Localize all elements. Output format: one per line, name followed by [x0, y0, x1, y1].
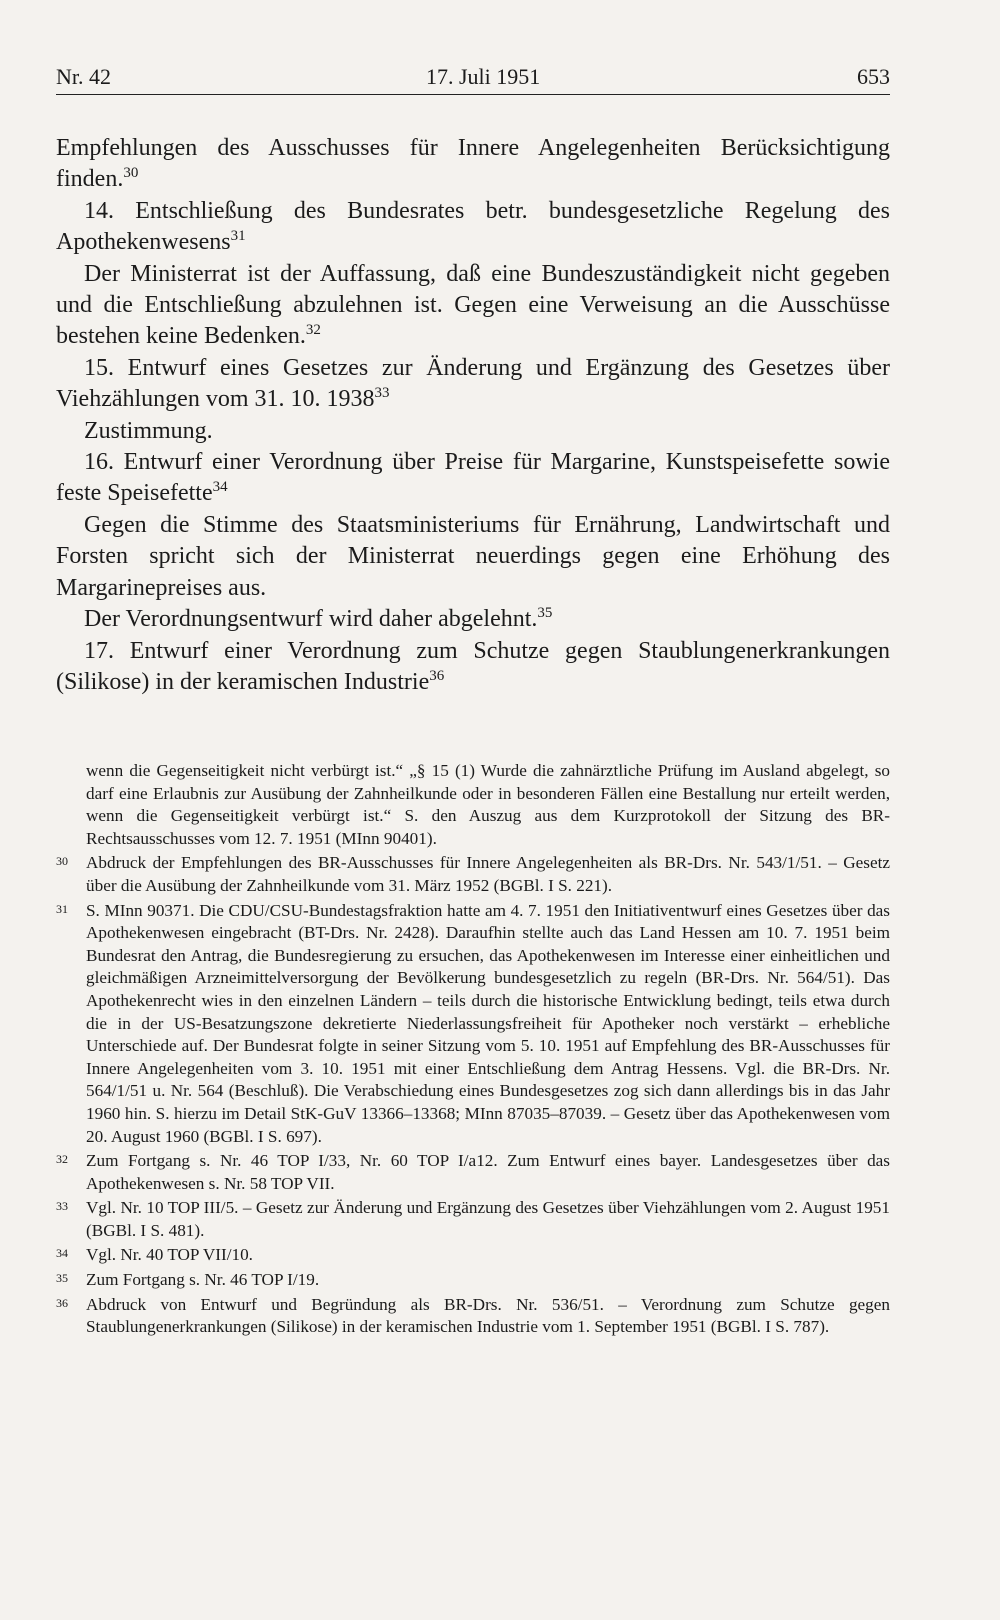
agenda-item-16: 16. Entwurf einer Verordnung über Preise für Margarine, Kunstspeisefette sowie feste Speisefette$^{34}$	[56, 449, 890, 507]
footnote: 34 Vgl. Nr. 40 TOP VII/10.	[56, 1244, 890, 1267]
page-number: 653	[857, 64, 890, 89]
main-text	[56, 133, 890, 698]
footnote-ref: 32	[305, 322, 321, 339]
footnote-number: 31	[56, 901, 68, 916]
footnote-number: 30	[56, 854, 68, 869]
agenda-item-14: 14. Entschließung des Bundesrates betr. bundesgesetzliche Regelung des Apothekenwesens$^{31}$	[56, 197, 890, 256]
paragraph: Der Ministerrat ist der Auffassung, daß eine Bundeszuständigkeit nicht gegeben und die Entschließung abzulehnen ist. Gegen eine Verweisung an die Ausschüsse bestehen keine Bedenken.$^{32}$	[56, 260, 890, 350]
footnote-number: 35	[56, 1271, 68, 1286]
footnote-ref: 31	[230, 228, 246, 245]
footnote-ref: 33	[374, 385, 390, 402]
footnote-number: 32	[56, 1152, 68, 1167]
running-header	[56, 64, 890, 95]
paragraph: Empfehlungen des Ausschusses für Innere Angelegenheiten Berücksichtigung finden.$^{30}$	[56, 135, 890, 193]
issue-number: Nr. 42	[56, 64, 111, 89]
footnote: 32 Zum Fortgang s. Nr. 46 TOP I/33, Nr. 60 TOP I/a12. Zum Entwurf eines bayer. Landesgesetzes über das Apothekenwesen s. Nr. 58 TOP VII.	[56, 1150, 890, 1195]
issue-date: 17. Juli 1951	[426, 64, 541, 89]
footnote: 35 Zum Fortgang s. Nr. 46 TOP I/19.	[56, 1269, 890, 1292]
footnote-continuation: wenn die Gegenseitigkeit nicht verbürgt ist.“ „§ 15 (1) Wurde die zahnärztliche Prüfung im Ausland abgelegt, so darf eine Erlaubnis zur Ausübung der Zahnheilkunde oder in besonderen Fällen eine Bestallung nur erteilt werden, wenn die Gegenseitigkeit verbürgt ist.“ S. den Auszug aus dem Kurzprotokoll der Sitzung des BR-Rechtsausschusses vom 12. 7. 1951 (MInn 90401).	[86, 761, 890, 848]
footnote: 36 Abdruck von Entwurf und Begründung als BR-Drs. Nr. 536/51. – Verordnung zum Schutze gegen Staublungenerkrankungen (Silikose) in der keramischen Industrie vom 1. September 1951 (BGBl. I S. 787).	[56, 1294, 890, 1339]
footnote-number: 34	[56, 1246, 68, 1261]
footnotes	[56, 760, 890, 1341]
footnote-ref: 35	[537, 605, 553, 622]
footnote: 31 S. MInn 90371. Die CDU/CSU-Bundestagsfraktion hatte am 4. 7. 1951 den Initiativentwurf eines Gesetzes über das Apothekenwesen eingebracht (BT-Drs. Nr. 2428). Daraufhin stellte auch das Land Hessen am 10. 7. 1951 beim Bundesrat den Antrag, die Bundesregierung zu ersuchen, das Apothekenwesen im Interesse einer einheitlichen und gleichmäßigen Arzneimittelversorgung der Bevölkerung bundesgesetzlich zu regeln (BR-Drs. Nr. 564/51). Das Apothekenrecht wies in den einzelnen Ländern – teils durch die historische Entwicklung bedingt, teils etwa durch die in der US-Besatzungszone dekretierte Niederlassungsfreiheit für Apotheker noch verstärkt – erhebliche Unterschiede auf. Der Bundesrat folgte in seiner Sitzung vom 5. 10. 1951 auf Empfehlung des BR-Ausschusses für Innere Angelegenheiten vom 3. 10. 1951 mit einer Entschließung dem Antrag Hessens. Vgl. die BR-Drs. Nr. 564/1/51 u. Nr. 564 (Beschluß). Die Verabschiedung eines Bundesgesetzes zog sich dann allerdings bis in das Jahr 1960 hin. S. hierzu im Detail StK-GuV 13366–13368; MInn 87035–87039. – Gesetz über das Apothekenwesen vom 20. August 1960 (BGBl. I S. 697).	[56, 900, 890, 1149]
paragraph: Gegen die Stimme des Staatsministeriums für Ernährung, Landwirtschaft und Forsten spricht sich der Ministerrat neuerdings gegen eine Erhöhung des Margarinepreises aus.	[56, 511, 890, 601]
agenda-item-17: 17. Entwurf einer Verordnung zum Schutze gegen Staublungenerkrankungen (Silikose) in der keramischen Industrie$^{36}$	[56, 637, 890, 695]
footnote-ref: 30	[123, 165, 139, 182]
footnote-number: 36	[56, 1295, 68, 1310]
footnote: 30 Abdruck der Empfehlungen des BR-Ausschusses für Innere Angelegenheiten als BR-Drs. Nr. 543/1/51. – Gesetz über die Ausübung der Zahnheilkunde vom 31. März 1952 (BGBl. I S. 221).	[56, 852, 890, 897]
paragraph: Zustimmung.	[84, 417, 213, 444]
footnote-number: 33	[56, 1199, 68, 1214]
agenda-item-15: 15. Entwurf eines Gesetzes zur Änderung und Ergänzung des Gesetzes über Viehzählungen vom 31. 10. 1938$^{33}$	[56, 354, 890, 413]
footnote-ref: 36	[429, 667, 445, 684]
paragraph: Der Verordnungsentwurf wird daher abgelehnt.$^{35}$	[84, 605, 553, 633]
footnote: 33 Vgl. Nr. 10 TOP III/5. – Gesetz zur Änderung und Ergänzung des Gesetzes über Viehzählungen vom 2. August 1951 (BGBl. I S. 481).	[56, 1197, 890, 1242]
footnote-ref: 34	[212, 479, 228, 496]
